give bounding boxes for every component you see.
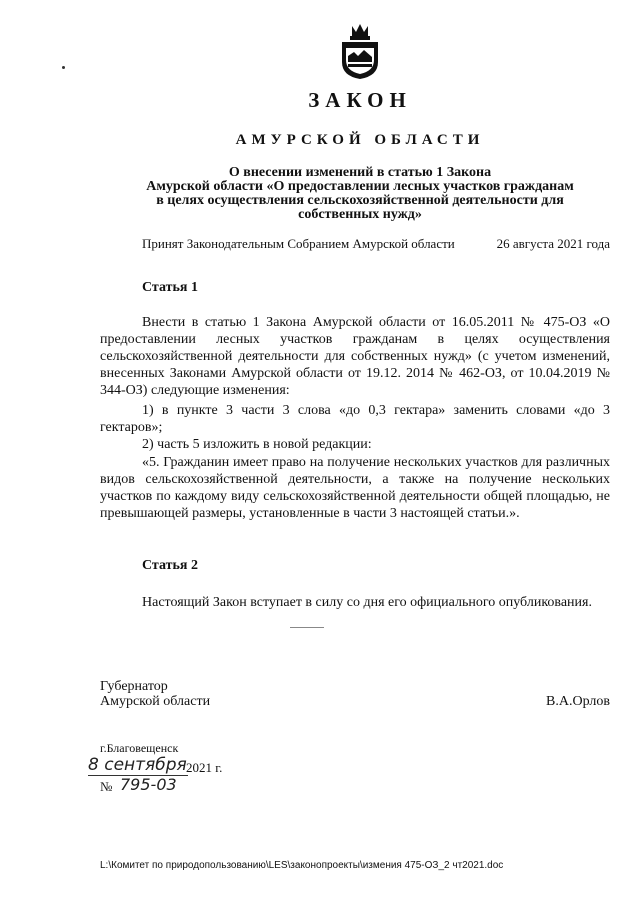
number-prefix: № [100, 779, 113, 794]
article-2-text: Настоящий Закон вступает в силу со дня его официального опубликования. [142, 595, 592, 610]
heading-line: в целях осуществления сельскохозяйственной деятельности для [156, 193, 564, 208]
adopted-by: Принят Законодательным Собранием Амурской области [142, 236, 455, 251]
signatory-title-line: Губернатор [100, 679, 168, 694]
article-2-heading: Статья 2 [142, 558, 198, 573]
scan-artifact-line [290, 627, 324, 628]
heading-line: Амурской области «О предоставлении лесных участков гражданам [146, 179, 574, 194]
file-path: L:\Комитет по природопользованию\LES\законопроекты\измения 475-ОЗ_2 чт2021.doc [100, 860, 504, 871]
document-subtitle: АМУРСКОЙ ОБЛАСТИ [235, 132, 485, 148]
signatory-name: В.А.Орлов [546, 694, 610, 709]
article-1-intro: Внести в статью 1 Закона Амурской области от 16.05.2011 № 475-ОЗ «О предоставлении лесных участков гражданам в целях осуществления сельскохозяйственной деятельности для собственных нужд» (с учетом изменений, внесенных Законами Амурской области от 19.12. 2014 № 462-ОЗ, от 10.04.2019 № 344-ОЗ) следующие изменения: [100, 315, 610, 398]
year: 2021 г. [186, 760, 223, 775]
heading-line: О внесении изменений в статью 1 Закона [228, 165, 492, 180]
signatory-title-line: Амурской области [100, 694, 211, 709]
document-title: ЗАКОН [308, 88, 412, 112]
article-1-heading: Статья 1 [142, 280, 198, 295]
adopted-date: 26 августа 2021 года [496, 236, 610, 251]
scan-speck [62, 66, 65, 69]
article-1-quote: «5. Гражданин имеет право на получение нескольких участков для различных видов сельскохозяйственной деятельности, а также на получение нескольких участков по каждому виду сельскохозяйственной деятельности общей площадью, не превышающей размеры, установленные в части 3 настоящей статьи.». [100, 455, 610, 521]
heading-line: собственных нужд» [298, 207, 422, 222]
law-heading [100, 166, 620, 222]
city: г.Благовещенск [100, 741, 179, 755]
handwritten-number: 795-03 [120, 775, 177, 794]
handwritten-date: 8 сентября [88, 755, 187, 775]
article-1-item-1: 1) в пункте 3 части 3 слова «до 0,3 гектара» заменить словами «до 3 гектаров»; [100, 403, 610, 435]
signatory-title [100, 679, 210, 709]
coat-of-arms-icon [338, 22, 382, 80]
article-1-item-2: 2) часть 5 изложить в новой редакции: [142, 437, 372, 452]
